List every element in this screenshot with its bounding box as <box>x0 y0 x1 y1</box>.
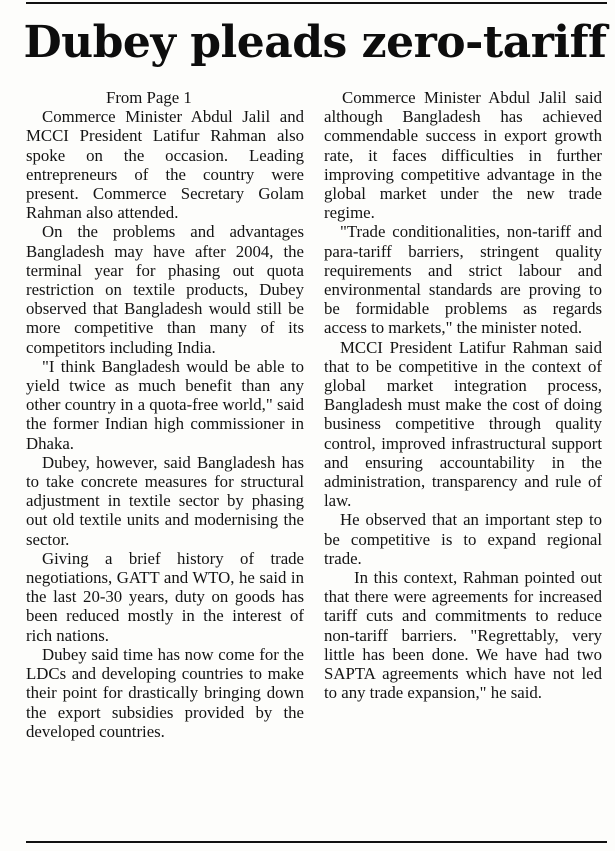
paragraph: Commerce Minister Abdul Jalil and MCCI President Latifur Rahman also spoke on the occasion. Leading entrepreneurs of the country were present. Commerce Secretary Golam Rahman also attended. <box>26 107 304 223</box>
headline: Dubey pleads zero-tariff <box>23 17 607 68</box>
paragraph: Dubey said time has now come for the LDCs and developing countries to make their point for drastically bringing down the export subsidies provided by the developed countries. <box>26 644 304 741</box>
paragraph: "Trade conditionalities, non-tariff and para-tariff barriers, stringent quality requirements and strict labour and environmental standards are proving to be formidable problems as regards access to markets," the minister noted. <box>324 222 602 338</box>
dateline: From Page 1 <box>106 88 192 107</box>
paragraph: Commerce Minister Abdul Jalil said although Bangladesh has achieved commendable success in export growth rate, it faces difficulties in further improving competitive advantage in the global market under the new trade regime. <box>324 88 602 223</box>
paragraph: "I think Bangladesh would be able to yield twice as much benefit than any other country in a quota-free world," said the former Indian high commissioner in Dhaka. <box>26 356 304 453</box>
paragraph: MCCI President Latifur Rahman said that to be competitive in the context of global market integration process, Bangladesh must make the cost of doing business competitive through quality control, improved infrastructural support and ensuring accountability in the administration, transparency and rule of law. <box>324 337 602 511</box>
right-column <box>324 88 602 703</box>
paragraph: Dubey, however, said Bangladesh has to take concrete measures for structural adjustment in textile sector by phasing out old textile units and modernising the sector. <box>26 452 304 549</box>
paragraph: He observed that an important step to be competitive is to expand regional trade. <box>324 510 602 568</box>
paragraph: On the problems and advantages Bangladesh may have after 2004, the terminal year for phasing out quota restriction on textile products, Dubey observed that Bangladesh would still be more competitive than many of its competitors including India. <box>26 222 304 357</box>
bottom-rule <box>26 841 607 843</box>
paragraph: In this context, Rahman pointed out that there were agreements for increased tariff cuts and commitments to reduce non-tariff barriers. "Regrettably, very little has been done. We have had two SAPTA agreements which have not led to any trade expansion," he said. <box>324 568 602 703</box>
top-rule <box>26 2 607 4</box>
paragraph: Giving a brief history of trade negotiations, GATT and WTO, he said in the last 20-30 years, duty on goods has been reduced mostly in the interest of rich nations. <box>26 548 304 645</box>
left-column <box>26 88 304 741</box>
